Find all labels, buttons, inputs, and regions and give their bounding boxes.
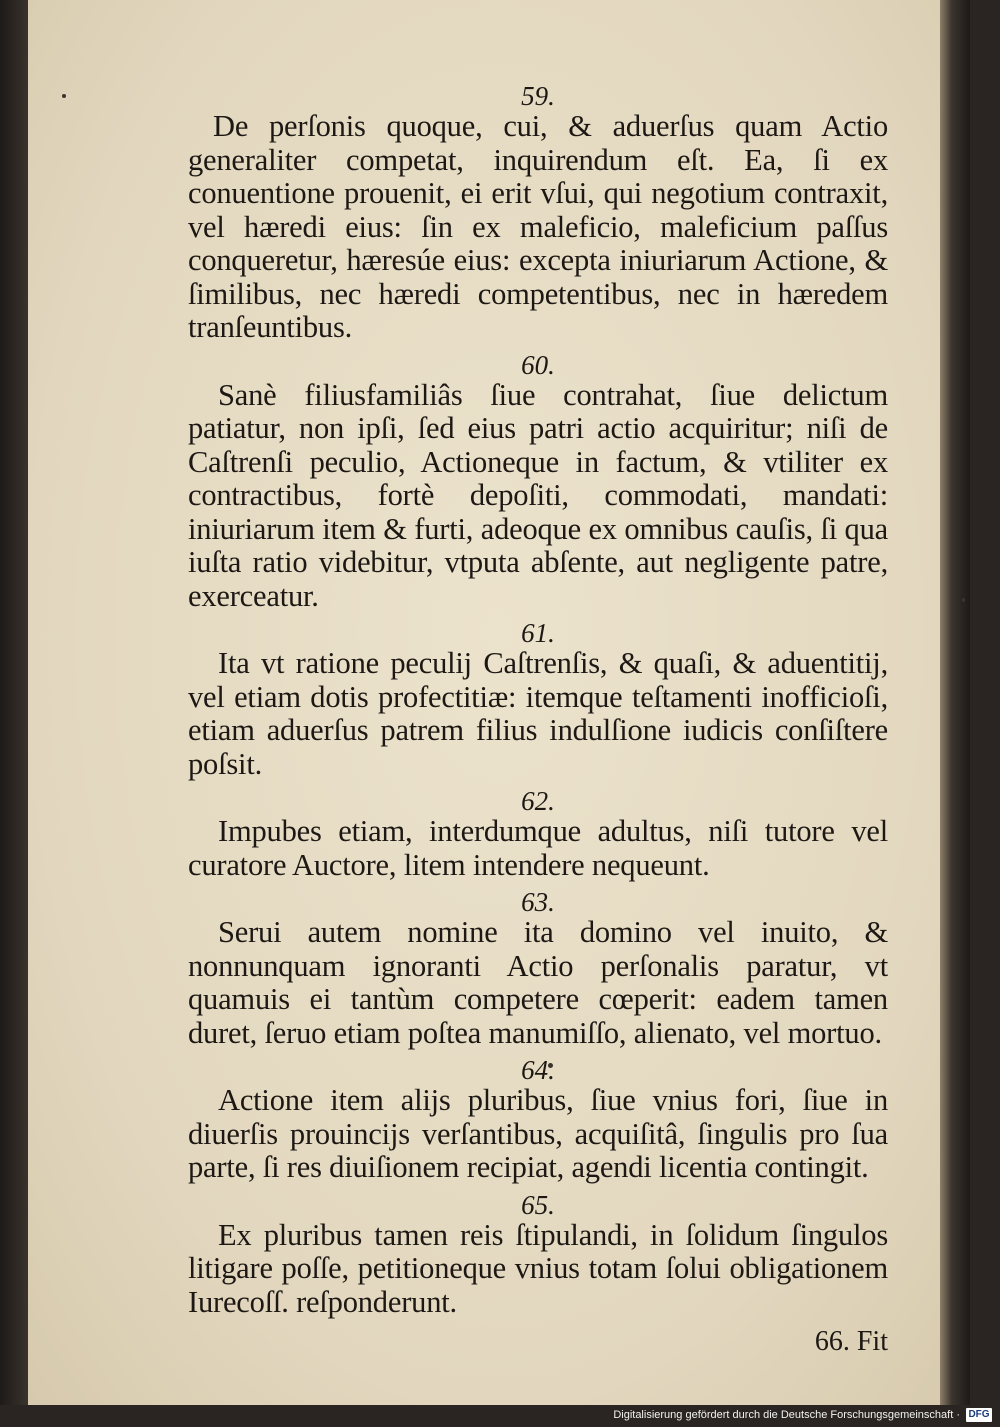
paragraph-60: Sanè filiusfamiliâs ſiue contrahat, ſiue delictum patiatur, non ipſi, ſed eius patri actio acquiritur; niſi de Caſtrenſi peculio, Actioneque in factum, & vtiliter ex contractibus, fortè depoſiti, commodati, mandati: iniuriarum item & furti, adeoque ex omnibus cauſis, ſi qua iuſta ratio videbitur, vtputa abſente, aut negligente patre, exerceatur. <box>188 377 888 613</box>
ink-speck <box>962 598 965 602</box>
paragraph-64: Actione item alijs pluribus, ſiue vnius fori, ſiue in diuerſis prouincijs verſantibus, acquiſitâ, ſingulis pro ſua parte, ſi res diuiſionem recipiat, agendi licentia contingit. <box>188 1083 888 1184</box>
section-number-63: 63. <box>521 887 555 917</box>
section-number-65: 65. <box>521 1189 555 1220</box>
paragraph-65: Ex pluribus tamen reis ſtipulandi, in ſolidum ſingulos litigare poſſe, petitioneque vnius totam ſolui obligationem Iurecoſſ. reſponderunt. <box>188 1217 888 1319</box>
paragraph-62: Impubes etiam, interdumque adultus, niſi tutore vel curatore Auctore, litem intendere nequeunt. <box>188 814 888 882</box>
footer-credit: Digitalisierung gefördert durch die Deutsche Forschungsgemeinschaft · <box>613 1409 960 1421</box>
page-number: 59. <box>521 81 555 111</box>
book-spine <box>940 0 970 1405</box>
catchword: 66. Fit <box>814 1326 888 1357</box>
scan-background-left <box>0 0 28 1405</box>
section-number-64: 64. <box>521 1055 555 1085</box>
ink-speck <box>62 94 66 98</box>
section-number-62: 62. <box>521 786 555 816</box>
section-number-61: 61. <box>521 618 555 648</box>
paragraph-59: De perſonis quoque, cui, & aduerſus quam Actio generaliter competat, inquirendum eſt. Ea, ſi ex conuentione prouenit, ei erit vſui, qui negotium contraxit, vel hæredi eius: ſin ex maleficio, maleficium paſſus conqueretur, hæresúe eius: excepta iniuriarum Actione, & ſimilibus, nec hæredi competentibus, nec in hæredem tranſeuntibus. <box>188 109 888 344</box>
paragraph-61: Ita vt ratione peculij Caſtrenſis, & quaſi, & aduentitij, vel etiam dotis profectitiæ: itemque teſtamenti inofficioſi, etiam aduerſus patrem filius indulſione iudicis conſiſtere poſsit. <box>188 646 888 781</box>
paragraph-63: Serui autem nomine ita domino vel inuito, & nonnunquam ignoranti Actio perſonalis paratur, vt quamuis ei tantùm competere cœperit: eadem tamen duret, ſeruo etiam poſtea manumiſſo, alienato, vel mortuo. <box>188 915 888 1050</box>
digitization-footer <box>613 1405 992 1425</box>
dfg-logo: DFG <box>966 1408 992 1422</box>
section-number-60: 60. <box>521 349 555 380</box>
text-block <box>188 82 888 1359</box>
